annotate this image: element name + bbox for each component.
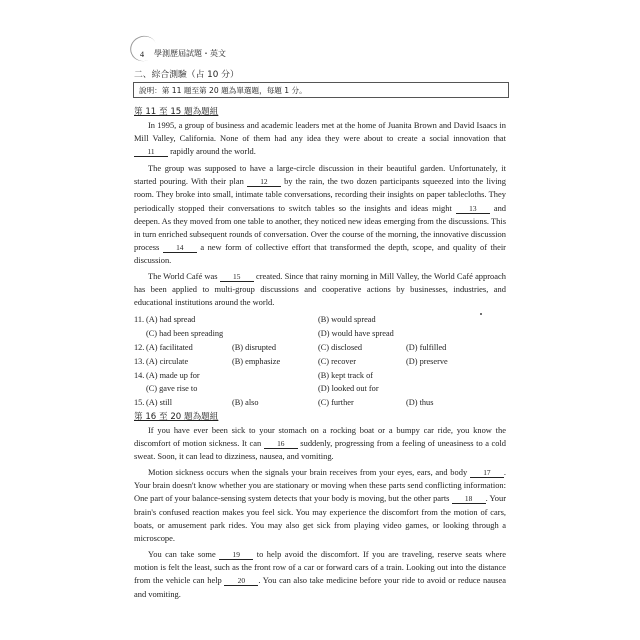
blank-16: 16	[264, 439, 298, 449]
passage2-paragraph2: Motion sickness occurs when the signals your brain receives from your eyes, ears, and body 17 . Your brain doesn't know whether you are stationary or moving when these parts send conflicting information: One part of your balance-sensing system detects that your body is moving, but the other parts 18 . Your brain's confused reaction makes you feel sick. You may experience the discomfort from the motion of cars, boats, or amusement park rides. You may also get sick from playing video games, or looking through a microscope.	[134, 467, 506, 544]
blank-15: 15	[220, 272, 254, 282]
blank-11: 11	[134, 147, 168, 157]
group-heading-11-15: 第 11 至 15 題為題組	[134, 107, 219, 117]
q12-option-c: (C) disclosed	[318, 343, 363, 352]
q11-option-d: (D) would have spread	[318, 329, 394, 338]
book-title: 學測歷屆試題・英文	[154, 49, 226, 58]
q11-option-a: (A) had spread	[146, 315, 196, 324]
q11-option-b: (B) would spread	[318, 315, 376, 324]
q14-option-b: (B) kept track of	[318, 371, 374, 380]
q12-option-a: (A) facilitated	[146, 343, 193, 352]
q13-option-d: (D) preserve	[406, 357, 448, 366]
blank-20: 20	[224, 576, 258, 586]
blank-12: 12	[247, 177, 281, 187]
page-number: 4	[139, 49, 145, 59]
q13-option-a: (A) circulate	[146, 357, 189, 366]
passage1-paragraph2: The group was supposed to have a large-circle discussion in their beautiful garden. Unfortunately, it started pouring. With their plan 12 by the rain, the two dozen participants squeezed into the living room. They broke into small, intimate table conversations, recording their insights on paper tablecloths. They periodically stopped their conversations to switch tables so the insights and ideas might 13 and deepen. As they moved from one table to another, they noticed new ideas emerging from the discussions. This in turn enriched subsequent rounds of conversation. Over the course of the morning, the innovative discussion process 14 a new form of collective effort that transformed the depth, scope, and quality of their discussion.	[134, 163, 507, 266]
q15-option-b: (B) also	[232, 398, 259, 407]
q15-option-c: (C) further	[318, 398, 354, 407]
q14-option-d: (D) looked out for	[318, 384, 379, 393]
passage2-paragraph3: You can take some 19 to help avoid the discomfort. If you are traveling, reserve seats where motion is felt the least, such as the front row of a car or forward cars of a train. Looking out into the distance from the vehicle can help 20 . You can also take medicine before your ride to avoid or reduce nausea and vomiting.	[134, 549, 506, 599]
blank-19: 19	[219, 550, 253, 560]
passage2-paragraph1: If you have ever been sick to your stomach on a rocking boat or a bumpy car ride, you know the discomfort of motion sickness. It can 16 suddenly, progressing from a feeling of uneasiness to a cold sweat. Soon, it can lead to dizziness, nausea, and vomiting.	[134, 425, 507, 462]
q11-option-c: (C) had been spreading	[146, 329, 224, 338]
section-title: 二、綜合測驗（占 10 分）	[134, 70, 239, 80]
passage1-paragraph1: In 1995, a group of business and academic leaders met at the home of Juanita Brown and David Isaacs in Mill Valley, California. None of them had any idea they were about to create a social innovation that 11 rapidly around the world.	[134, 120, 506, 157]
blank-18: 18	[452, 494, 486, 504]
q12-option-b: (B) disrupted	[232, 343, 277, 352]
q15-number: 15.	[134, 398, 145, 407]
passage1-paragraph3: The World Café was 15 created. Since that rainy morning in Mill Valley, the World Café approach has been applied to multi-group discussions and cooperative actions by businesses, industries, and educational institutions around the world.	[134, 271, 506, 308]
q12-number: 12.	[134, 343, 145, 352]
group-heading-16-20: 第 16 至 20 題為題組	[134, 412, 219, 422]
speck	[480, 313, 482, 315]
q14-option-a: (A) made up for	[146, 371, 200, 380]
q14-option-c: (C) gave rise to	[146, 384, 198, 393]
q15-option-d: (D) thus	[406, 398, 434, 407]
blank-17: 17	[470, 468, 504, 478]
q13-number: 13.	[134, 357, 145, 366]
q14-number: 14.	[134, 371, 145, 380]
blank-14: 14	[163, 243, 197, 253]
q12-option-d: (D) fulfilled	[406, 343, 447, 352]
instruction-box: 說明：第 11 題至第 20 題為單選題，每題 1 分。	[133, 82, 509, 98]
q13-option-c: (C) recover	[318, 357, 357, 366]
q11-number: 11.	[134, 315, 145, 324]
q13-option-b: (B) emphasize	[232, 357, 281, 366]
blank-13: 13	[456, 204, 490, 214]
q15-option-a: (A) still	[146, 398, 173, 407]
